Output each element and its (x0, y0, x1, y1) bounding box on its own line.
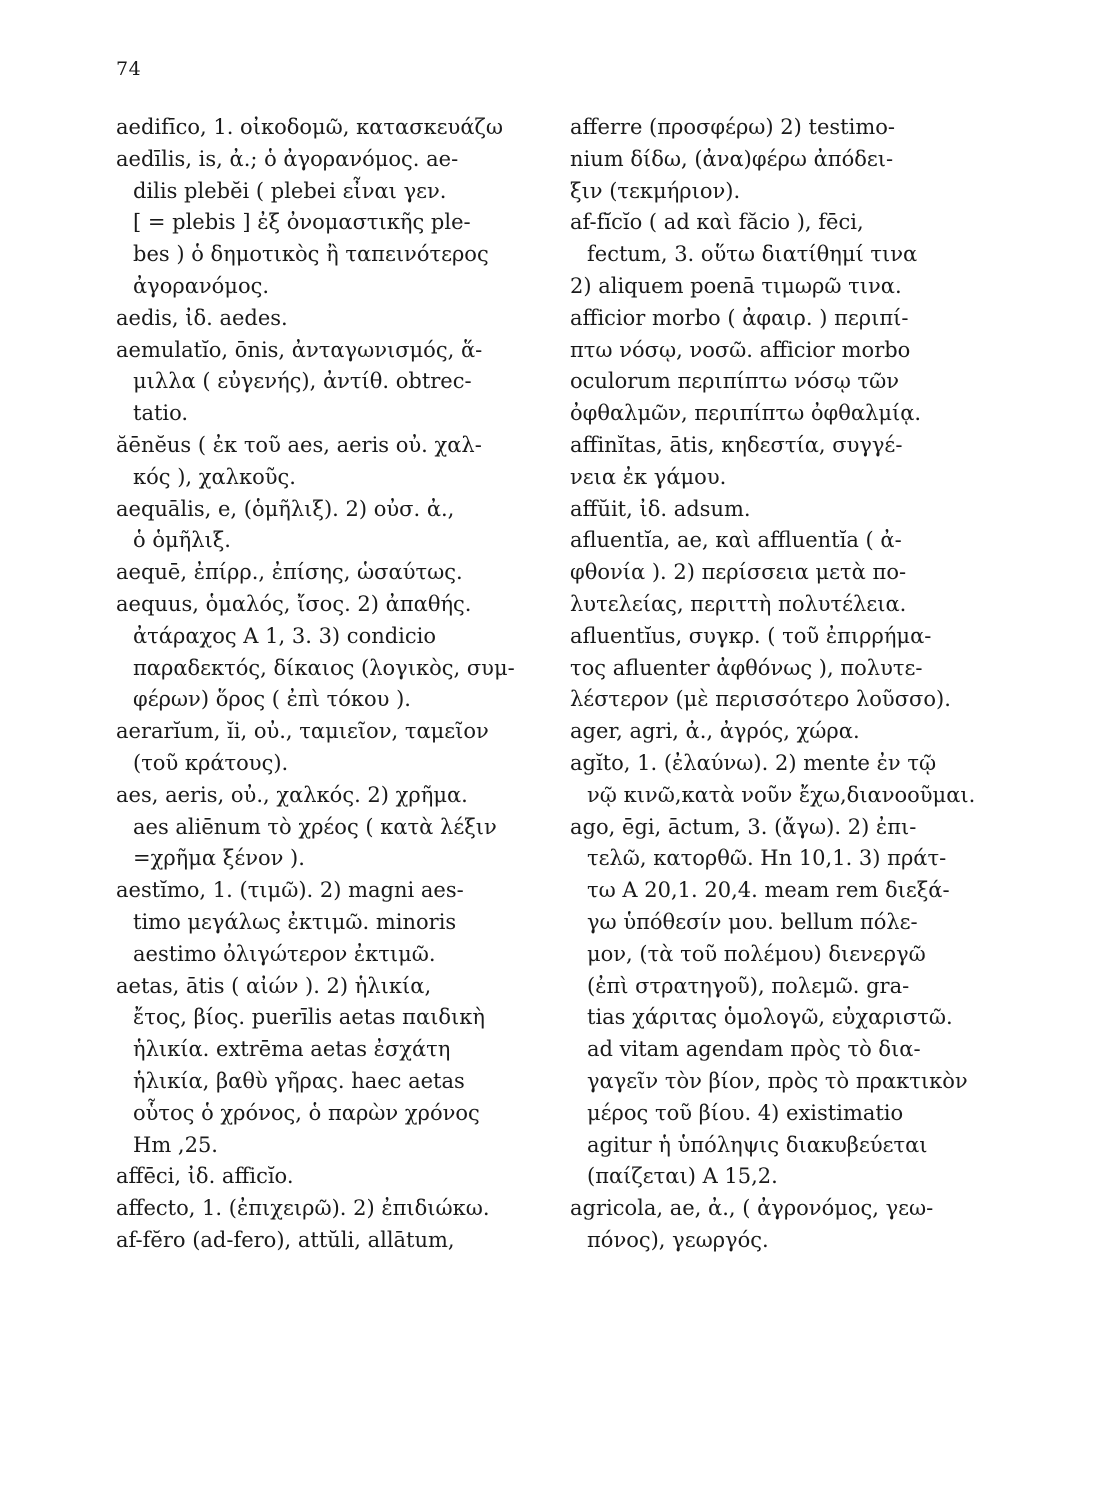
dictionary-line: [ = plebis ] ἐξ ὀνομαστικῆς ple- (133, 210, 471, 235)
dictionary-line: aerarĭum, ĭi, οὐ., ταμιεῖον, ταμεῖον (116, 719, 489, 744)
dictionary-line: bes ) ὁ δημοτικὸς ἢ ταπεινότερος (133, 242, 489, 267)
dictionary-line: afluentĭa, ae, καὶ affluentĭa ( ἀ- (570, 528, 902, 553)
dictionary-line: fectum, 3. οὕτω διατίθημί τινα (587, 242, 918, 267)
dictionary-line: aes, aeris, οὐ., χαλκός. 2) χρῆμα. (116, 782, 468, 807)
dictionary-line: λυτελείας, περιττὴ πολυτέλεια. (570, 591, 907, 616)
dictionary-line: πόνος), γεωργός. (587, 1227, 769, 1252)
dictionary-line: agitur ἡ ὑπόληψις διακυβεύεται (587, 1132, 928, 1157)
dictionary-line: Hm ,25. (133, 1132, 218, 1157)
dictionary-line: affēci, ἰδ. afficĭo. (116, 1164, 294, 1189)
dictionary-line: af-fĭcĭo ( ad καὶ făcio ), fēci, (570, 210, 864, 235)
dictionary-line: tias χάριτας ὁμολογῶ, εὐχαριστῶ. (587, 1005, 953, 1030)
dictionary-line: nium δίδω, (ἀνα)φέρω ἀπόδει- (570, 146, 894, 171)
dictionary-line: γαγεῖν τὸν βίον, πρὸς τὸ πρακτικὸν (587, 1068, 968, 1093)
dictionary-line: ἔτος, βίος. puerīlis aetas παιδικὴ (133, 1005, 485, 1030)
dictionary-line: ξιν (τεκμήριον). (570, 178, 741, 203)
dictionary-line: ἀτάραχος A 1, 3. 3) condicio (133, 623, 437, 648)
dictionary-line: ὁ ὁμῆλιξ. (133, 528, 231, 553)
dictionary-line: affŭit, ἰδ. adsum. (570, 496, 751, 521)
dictionary-line: aequus, ὁμαλός, ἴσος. 2) ἀπαθής. (116, 591, 472, 616)
dictionary-line: aetas, ātis ( αἰών ). 2) ἡλικία, (116, 973, 432, 998)
dictionary-line: τελῶ, κατορθῶ. Hn 10,1. 3) πράτ- (587, 846, 947, 871)
dictionary-line: ἡλικία. extrēma aetas ἐσχάτη (133, 1037, 451, 1062)
dictionary-line: φθονία ). 2) περίσσεια μετὰ πο- (570, 560, 907, 585)
dictionary-line: μιλλα ( εὐγενής), ἀντίθ. obtrec- (133, 369, 472, 394)
dictionary-line: aequālis, e, (ὁμῆλιξ). 2) οὐσ. ἀ., (116, 496, 455, 521)
dictionary-line: agĭto, 1. (ἐλαύνω). 2) mente ἐν τῷ (570, 750, 937, 775)
dictionary-line: aestimo ὀλιγώτερον ἐκτιμῶ. (133, 941, 436, 966)
dictionary-line: aedīlis, is, ἀ.; ὁ ἀγορανόμος. ae- (116, 146, 459, 171)
dictionary-line: af-fĕro (ad-fero), attŭli, allātum, (116, 1227, 455, 1252)
dictionary-line: ager, agri, ἀ., ἀγρός, χώρα. (570, 719, 860, 744)
dictionary-line: timo μεγάλως ἐκτιμῶ. minoris (133, 909, 457, 934)
dictionary-line: aequē, ἐπίρρ., ἐπίσης, ὡσαύτως. (116, 560, 463, 585)
dictionary-line: aedifīco, 1. οἰκοδομῶ, κατασκευάζω (116, 115, 504, 139)
dictionary-line: νῷ κινῶ,κατὰ νοῦν ἔχω,διανοοῦμαι. (587, 782, 976, 807)
dictionary-line: =χρῆμα ξένον ). (133, 846, 305, 871)
dictionary-line: 2) aliquem poenā τιμωρῶ τινα. (570, 273, 902, 298)
dictionary-line: ἡλικία, βαθὺ γῆρας. haec aetas (133, 1068, 465, 1093)
dictionary-line: γω ὑπόθεσίν μου. bellum πόλε- (587, 909, 918, 934)
dictionary-line: οὗτος ὁ χρόνος, ὁ παρὼν χρόνος (133, 1100, 480, 1125)
dictionary-line: πτω νόσῳ, νοσῶ. afficior morbo (570, 337, 911, 362)
dictionary-line: affecto, 1. (ἐπιχειρῶ). 2) ἐπιδιώκω. (116, 1196, 490, 1221)
dictionary-line: ἀγορανόμος. (133, 273, 270, 298)
dictionary-line: φέρων) ὅρος ( ἐπὶ τόκου ). (133, 687, 411, 712)
dictionary-line: τος afluenter ἀφθόνως ), πολυτε- (570, 655, 923, 680)
dictionary-line: agricola, ae, ἀ., ( ἀγρονόμος, γεω- (570, 1196, 934, 1221)
dictionary-line: aes aliēnum τὸ χρέος ( κατὰ λέξιν (133, 814, 497, 839)
page-number: 74 (116, 58, 142, 80)
dictionary-line: μον, (τὰ τοῦ πολέμου) διενεργῶ (587, 941, 926, 966)
dictionary-line: κός ), χαλκοῦς. (133, 464, 296, 489)
dictionary-line: ὀφθαλμῶν, περιπίπτω ὀφθαλμίᾳ. (570, 401, 922, 426)
dictionary-line: dilis plebĕi ( plebei εἶναι γεν. (133, 178, 447, 203)
dictionary-line: ăēnĕus ( ἐκ τοῦ aes, aeris οὐ. χαλ- (116, 432, 482, 457)
dictionary-line: ago, ēgi, āctum, 3. (ἄγω). 2) ἐπι- (570, 814, 917, 839)
right-column (570, 112, 1010, 1257)
dictionary-line: tatio. (133, 401, 189, 426)
dictionary-line: aedis, ἰδ. aedes. (116, 305, 288, 330)
dictionary-line: aemulatĭo, ōnis, ἀνταγωνισμός, ἅ- (116, 337, 483, 362)
dictionary-line: λέστερον (μὲ περισσότερο λοῦσσο). (570, 687, 951, 712)
dictionary-line: τω A 20,1. 20,4. meam rem διεξά- (587, 878, 950, 903)
dictionary-line: affinĭtas, ātis, κηδεστία, συγγέ- (570, 432, 903, 457)
dictionary-line: ad vitam agendam πρὸς τὸ δια- (587, 1037, 921, 1062)
dictionary-line: (ἐπὶ στρατηγοῦ), πολεμῶ. gra- (587, 973, 910, 998)
dictionary-line: μέρος τοῦ βίου. 4) existimatio (587, 1100, 904, 1125)
dictionary-line: (παίζεται) A 15,2. (587, 1164, 778, 1189)
dictionary-line: oculorum περιπίπτω νόσῳ τῶν (570, 369, 900, 394)
dictionary-line: (τοῦ κράτους). (133, 750, 289, 775)
dictionary-line: afferre (προσφέρω) 2) testimo- (570, 115, 895, 139)
dictionary-line: afluentĭus, συγκρ. ( τοῦ ἐπιρρήμα- (570, 623, 932, 648)
dictionary-line: aestĭmo, 1. (τιμῶ). 2) magni aes- (116, 878, 464, 903)
dictionary-line: afficior morbo ( ἀφαιρ. ) περιπί- (570, 305, 909, 330)
dictionary-line: παραδεκτός, δίκαιος (λογικὸς, συμ- (133, 655, 515, 680)
dictionary-line: νεια ἐκ γάμου. (570, 464, 727, 489)
left-column (116, 112, 561, 1257)
